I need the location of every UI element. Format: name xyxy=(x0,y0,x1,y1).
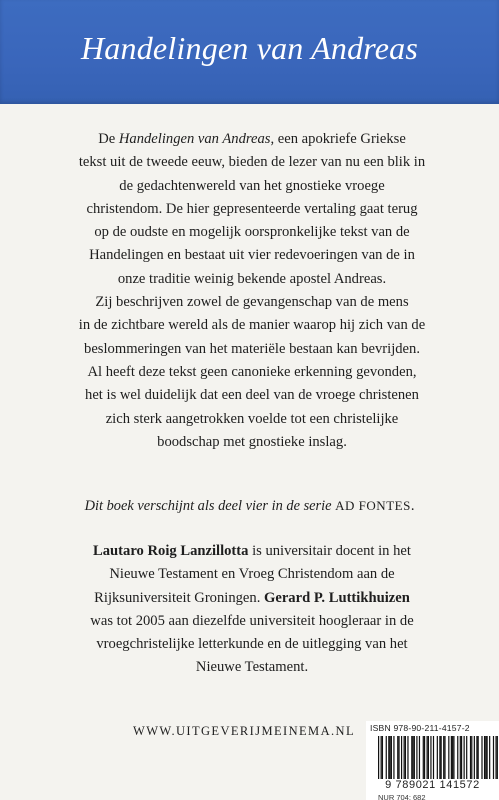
header-band xyxy=(0,0,499,104)
description-line: het is wel duidelijk dat een deel van de vroege christenen xyxy=(85,387,419,404)
description-line: zich sterk aangetrokken voelde tot een christelijke xyxy=(105,410,399,427)
description-line: onze traditie weinig bekende apostel Andreas. xyxy=(117,270,387,287)
description-italic-title: Handelingen van Andreas xyxy=(118,131,271,147)
authors-line-rest: Rijksuniversiteit Groningen. xyxy=(94,589,264,606)
description-line: tekst uit de tweede eeuw, bieden de lezer van nu een blik in xyxy=(78,154,426,171)
series-note-text: Dit boek verschijnt als deel vier in de serie xyxy=(84,498,336,514)
description-line-start: De xyxy=(98,131,119,147)
description-line: Zij beschrijven zowel de gevangenschap van de mens xyxy=(95,294,409,311)
author-name-1: Lautaro Roig Lanzillotta xyxy=(93,543,249,559)
authors-line xyxy=(60,587,444,610)
authors-line-rest: is universitair docent in het xyxy=(248,543,411,559)
description-line: in de zichtbare wereld als de manier waarop hij zich van de xyxy=(78,317,426,334)
description-line xyxy=(60,128,444,151)
description-text xyxy=(60,128,444,454)
isbn-label: ISBN 978-90-211-4157-2 xyxy=(370,723,470,733)
nur-label: NUR 704; 682 xyxy=(378,793,426,800)
series-name: AD FONTES xyxy=(335,498,411,513)
author-name-2: Gerard P. Luttikhuizen xyxy=(264,589,410,606)
description-line: christendom. De hier gepresenteerde vertaling gaat terug xyxy=(86,200,418,217)
authors-line: was tot 2005 aan diezelfde universiteit hoogleraar in de xyxy=(90,612,414,629)
description-line: Handelingen en bestaat uit vier redevoeringen van de in xyxy=(89,247,415,264)
series-note-end: . xyxy=(410,498,415,514)
authors-line: Nieuwe Testament en Vroeg Christendom aan de xyxy=(109,566,395,583)
authors-line xyxy=(60,540,444,563)
barcode-digits: 9 789021 141572 xyxy=(385,779,480,791)
description-line: op de oudste en mogelijk oorspronkelijke tekst van de xyxy=(94,224,410,241)
description-line: de gedachtenwereld van het gnostieke vroege xyxy=(119,177,385,194)
series-note xyxy=(0,498,499,515)
authors-bio xyxy=(60,540,444,680)
book-title: Handelingen van Andreas xyxy=(81,30,418,66)
description-line: boodschap met gnostieke inslag. xyxy=(157,433,347,450)
authors-line: vroegchristelijke letterkunde en de uitlegging van het xyxy=(96,636,408,653)
publisher-website: WWW.UITGEVERIJMEINEMA.NL xyxy=(133,724,355,738)
description-line: beslommeringen van het materiële bestaan kan bevrijden. xyxy=(84,340,420,357)
barcode-block xyxy=(366,721,499,800)
authors-line: Nieuwe Testament. xyxy=(195,659,309,676)
description-line: Al heeft deze tekst geen canonieke erkenning gevonden, xyxy=(87,363,417,380)
description-line-end: , een apokriefe Griekse xyxy=(270,131,406,147)
barcode-icon xyxy=(378,736,498,779)
